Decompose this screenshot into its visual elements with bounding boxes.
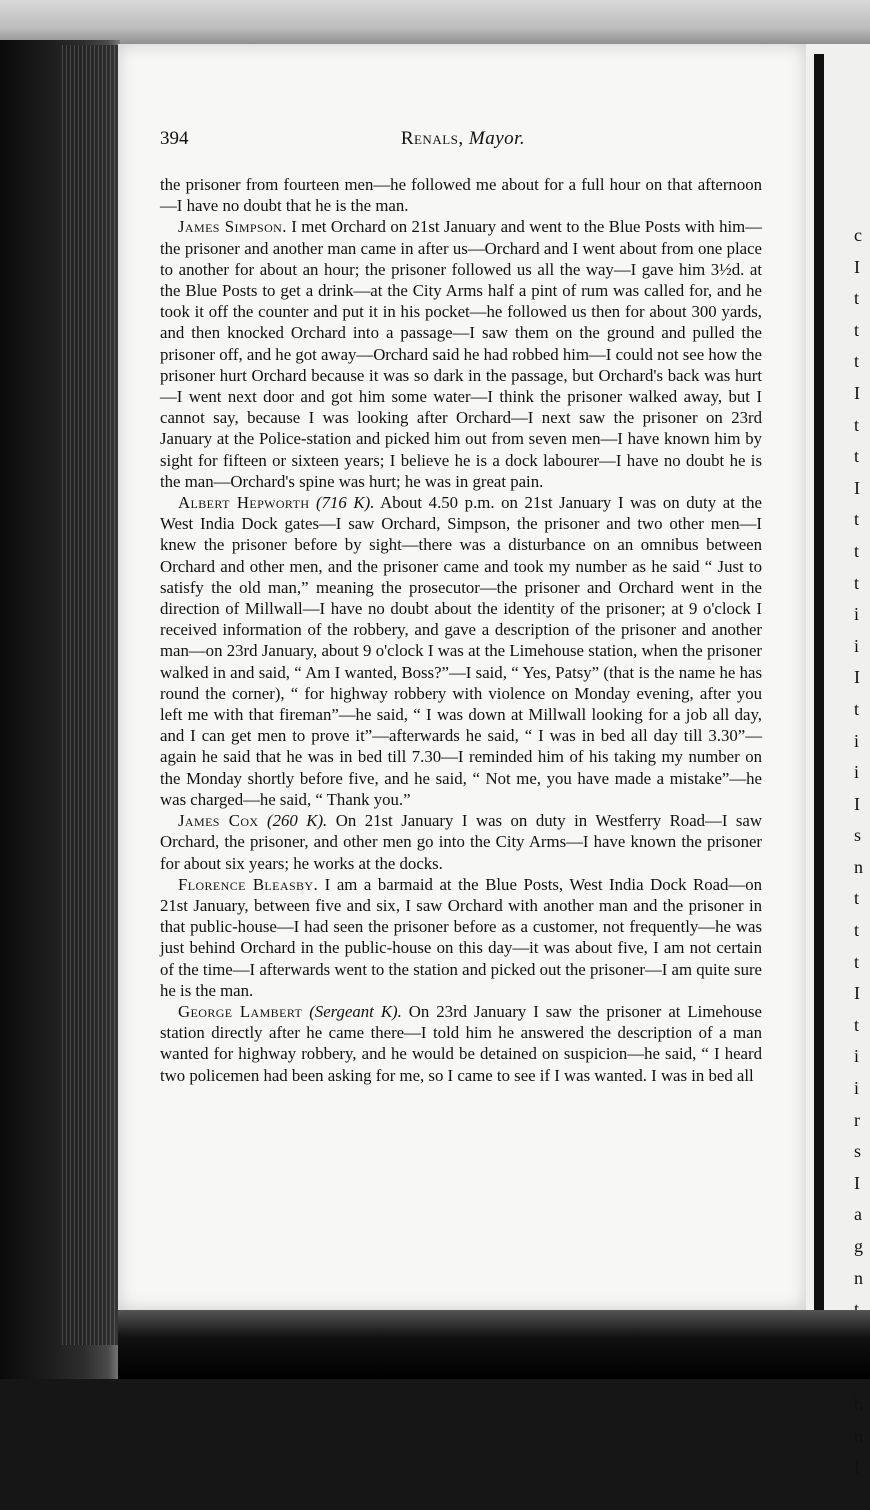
witness-name: Albert Hepworth	[178, 493, 310, 513]
witness-badge: (716 K).	[316, 493, 375, 513]
page-number: 394	[160, 128, 189, 149]
paragraph-text: About 4.50 p.m. on 21st January I was on duty at the West India Dock gates—I saw Orchard, Simpson, the prisoner and two other men—I knew the prisoner before by sight—there was a disturbance on an omnibus between Orchard and other men, and the prisoner came and took my number as he said “ Just to satisfy the old man,” meaning the prosecutor—the prisoner and Orchard went in the direction of Millwall—I have no doubt about the identity of the prisoner; at 9 o'clock I received information of the robbery, and gave a description of the prisoner and another man—on 23rd January, about 9 o'clock I was at the Limehouse station, when the prisoner walked in and said, “ Am I wanted, Boss?”—I said, “ Yes, Patsy” (that is the name he has round the corner), “ for highway robbery with violence on Monday evening, after you left me with that fireman”—he said, “ I was down at Millwall looking for a job all day, and I can get men to prove it”—afterwards he said, “ I was in bed all day till 3.30”—again he said that he was in bed till 7.30—I reminded him of his taking my number on the Monday shortly before five, and he said, “ Not me, you have made a mistake”—he was charged—he said, “ Thank you.”	[160, 493, 762, 809]
paragraph-2	[160, 492, 762, 810]
paragraph-text: I am a barmaid at the Blue Posts, West India Dock Road—on 21st January, between five and six, I saw Orchard with another man and the prisoner in that public-house—I had seen the prisoner before as a customer, not frequently—he was just behind Orchard in the public-house on this day—it was about five, I am not certain of the time—I afterwards went to the station and picked out the prisoner—I am quite sure he is the man.	[160, 874, 763, 1000]
paragraph-text: On 23rd January I saw the prisoner at Limehouse station directly after he came there—I told him he answered the description of a man wanted for highway robbery, and he would be detained on suspicion—he said, “ I heard two policemen had been asking for me, so I came to see if I was wanted. I was in bed all	[160, 1001, 762, 1085]
paragraph-text: On 21st January I was on duty in Westferry Road—I saw Orchard, the prisoner, and other men go into the City Arms—I have known the prisoner for about six years; he works at the docks.	[160, 811, 762, 873]
facing-page-edge	[806, 44, 870, 1478]
running-head	[158, 128, 768, 150]
facing-page-fragments: c I t t t I t t I t t t i i I t i i I s n t t t I t i i r s I a g n h n I	[854, 225, 863, 1478]
scan-bottom-edge	[118, 1310, 870, 1379]
witness-badge: (260 K).	[267, 811, 328, 831]
paragraph-text: the prisoner from fourteen men—he followed me about for a full hour on that afternoon—I have no doubt that he is the man.	[160, 175, 762, 216]
binding-spine	[814, 54, 824, 1314]
paragraph-0	[160, 174, 762, 216]
witness-name: Florence Bleasby.	[178, 874, 319, 894]
witness-name: James Simpson.	[178, 217, 287, 237]
paragraph-3	[160, 810, 762, 874]
paragraph-1	[160, 216, 762, 492]
paragraph-4	[160, 874, 762, 1001]
running-head-title: Mayor.	[468, 128, 526, 149]
paragraph-text: I met Orchard on 21st January and went to the Blue Posts with him—the prisoner and another man came in after us—Orchard and I went about from one place to another for about an hour; the prisoner followed us all the way—I gave him 3½d. at the Blue Posts to get a drink—at the City Arms half a pint of rum was called for, and he took it off the counter and put it in his pocket—he followed us then for about 300 yards, and then knocked Orchard into a passage—I saw them on the ground and pulled the prisoner off, and he got away—Orchard said he had robbed him—I could not see how the prisoner hurt Orchard because it was so dark in the passage, but Orchard's back was hurt—I went next door and got him some water—I think the prisoner walked away, but I cannot say, because I was looking after Orchard—I next saw the prisoner on 23rd January at the Police-station and picked him out from seven men—I have known him by sight for fifteen or sixteen years; I believe he is a dock labourer—I have no doubt he is the man—Orchard's spine was hurt; he was in great pain.	[160, 217, 762, 491]
scan-top-edge	[0, 0, 870, 46]
paragraph-5	[160, 1001, 762, 1086]
witness-name: James Cox	[178, 811, 259, 831]
witness-name: George Lambert	[178, 1001, 303, 1021]
page-header	[158, 128, 768, 158]
witness-badge: (Sergeant K).	[309, 1001, 402, 1021]
running-head-name: Renals,	[400, 128, 464, 149]
body-text	[160, 174, 762, 1086]
page-edges	[62, 45, 120, 1345]
